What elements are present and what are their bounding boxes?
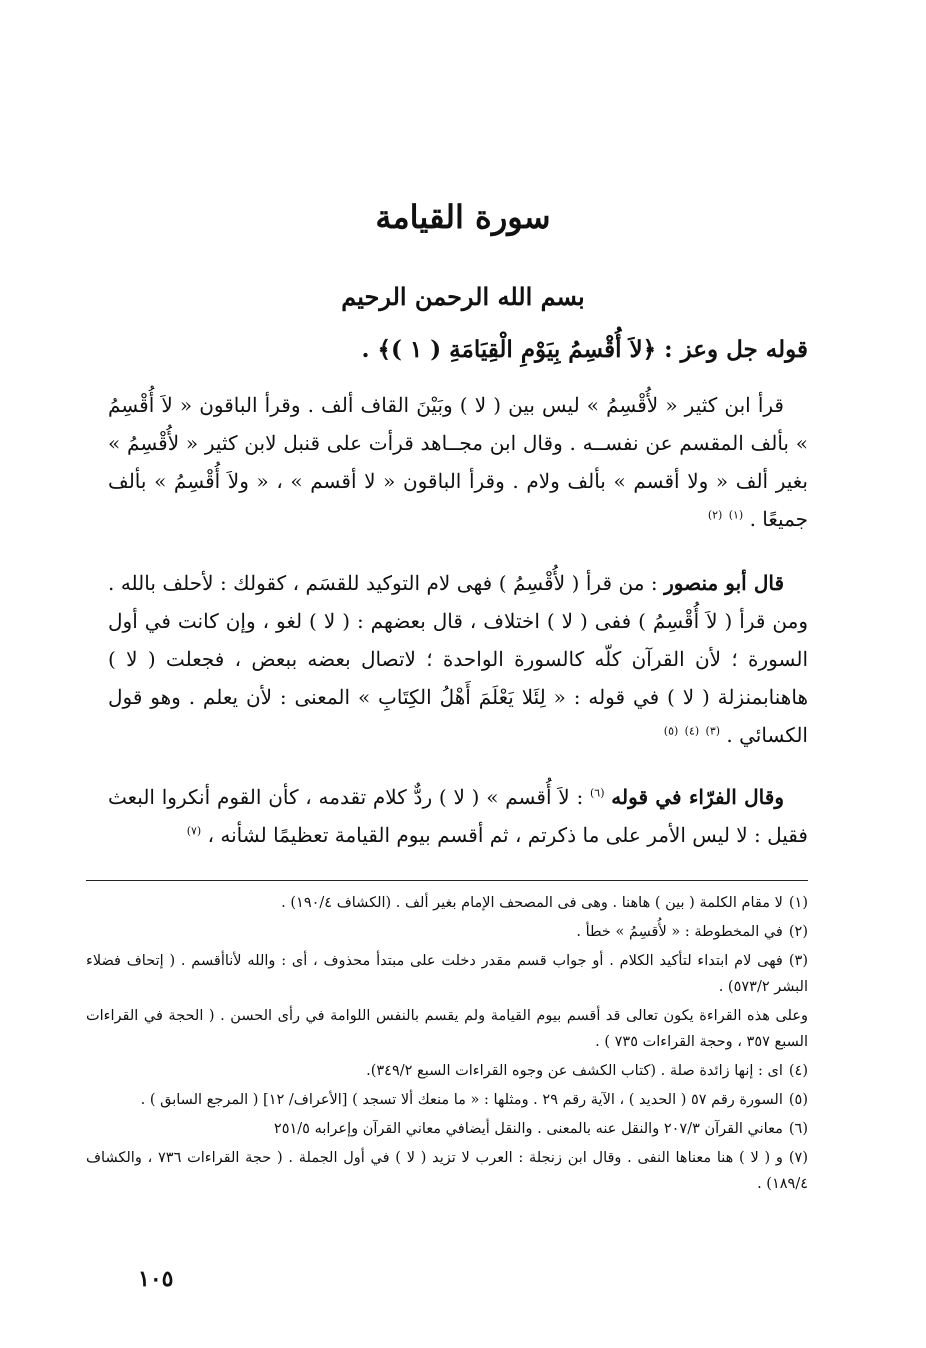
paragraph-3-lead: وقال الفرّاء في قوله — [611, 785, 784, 809]
footnote-3 — [86, 948, 808, 1000]
paragraph-3 — [108, 778, 808, 854]
paragraph-2-text: : من قرأ ( لأُقْسِمُ ) فهى لام التوكيد للقسَم ، كقولك : لأحلف بالله . ومن قرأ ( لاَ أُقْسِمُ ) ففى ( لا ) اختلاف ، قال بعضهم : ( لا ) لغو ، وإن كانت في أول السورة ؛ لأن القرآن كلّه كالسورة الواحدة ؛ لاتصال بعضه ببعض ، فجعلت ( لا ) هاهنابمنزلة ( لا ) في قوله : « لِئَلا يَعْلَمَ أَهْلُ الكِتَابِ » المعنى : لأن يعلم . وهو قول الكسائي . — [108, 571, 808, 747]
verse-heading: قوله جل وعز : ﴿لاَ أُقْسِمُ بِيَوْمِ الْقِيَامَةِ ( ١ )﴾ . — [361, 336, 808, 363]
paragraph-3-text: : لاَ أُقسم » ( لا ) ردٌّ كلام تقدمه ، كأن القوم أنكروا البعث فقيل : لا ليس الأمر على ما ذكرتم ، ثم أقسم بيوم القيامة تعظيمًا لشأنه ، — [108, 785, 808, 847]
footnote-divider — [86, 880, 808, 881]
footnote-mark-5: (٥) — [663, 724, 679, 738]
footnote-number: (٢) — [788, 924, 808, 940]
footnote-text: السورة رقم ٥٧ ( الحديد ) ، الآية رقم ٢٩ . ومثلها : « ما منعك ألا تسجد ) [الأعراف/ ١٢] ( المرجع السابق ) . — [140, 1092, 783, 1108]
paragraph-2 — [108, 564, 808, 754]
paragraph-2-lead: قال أبو منصور — [664, 571, 785, 595]
footnote-mark-7: (٧) — [186, 824, 202, 838]
footnote-2 — [86, 919, 808, 945]
footnote-mark-4: (٤) — [684, 724, 700, 738]
footnote-text: فهى لام ابتداء لتأكيد الكلام . أو جواب قسم مقدر دخلت على مبتدأ محذوف ، أى : والله لأناأقسم . ( إتحاف فضلاء البشر ٥٧٣/٢) . — [86, 953, 808, 995]
footnote-3-continuation — [86, 1003, 808, 1055]
footnote-mark-6: (٦) — [590, 786, 605, 800]
paragraph-1 — [108, 386, 808, 538]
footnote-1 — [86, 890, 808, 916]
basmala: بسم الله الرحمن الرحيم — [341, 282, 585, 311]
footnote-6 — [86, 1116, 808, 1142]
footnote-text: لا مقام الكلمة ( بين ) هاهنا . وهى فى المصحف الإمام بغير ألف . (الكشاف ١٩٠/٤) . — [281, 895, 783, 911]
footnote-4 — [86, 1058, 808, 1084]
footnote-mark-2: (٢) — [707, 508, 723, 522]
footnote-text: وعلى هذه القراءة يكون تعالى قد أقسم بيوم القيامة ولم يقسم بالنفس اللوامة في رأى الحسن . ( الحجة في القراءات السبع ٣٥٧ ، وحجة القراءات ٧٣٥ ) . — [86, 1008, 808, 1050]
paragraph-1-text: قرأ ابن كثير « لأُقْسِمُ » ليس بين ( لا ) وبَيْنَ القاف ألف . وقرأ الباقون « لاَ أُقْسِمُ » بألف المقسم عن نفســه . وقال ابن مجــاهد قرأت على قنبل لابن كثير « لأُقْسِمُ » بغير ألف « ولا أقسم » بألف ولام . وقرأ الباقون « لا أقسم » ، « ولاَ أُقْسِمُ » بألف جميعًا . — [108, 393, 808, 531]
page-number: ١٠٥ — [138, 1266, 174, 1292]
footnote-7 — [86, 1145, 808, 1197]
footnote-mark-1: (١) — [728, 508, 744, 522]
footnote-number: (٧) — [788, 1150, 808, 1166]
sura-title: سورة القيامة — [375, 198, 551, 236]
footnote-number: (١) — [788, 895, 808, 911]
footnote-5 — [86, 1087, 808, 1113]
footnote-mark-3: (٣) — [705, 724, 721, 738]
footnotes — [86, 890, 808, 1200]
footnote-text: معاني القرآن ٢٠٧/٣ والنقل عنه بالمعنى . والنقل أيضافي معاني القرآن وإعرابه ٢٥١/٥ — [273, 1121, 783, 1137]
footnote-number: (٦) — [788, 1121, 808, 1137]
footnote-number: (٤) — [788, 1063, 808, 1079]
footnote-text: و ( لا ) هنا معناها النفى . وقال ابن زنجلة : العرب لا تزيد ( لا ) في أول الجملة . ( حجة القراءات ٧٣٦ ، والكشاف ١٨٩/٤) . — [86, 1150, 808, 1192]
footnote-text: اى : إنها زائدة صلة . (كتاب الكشف عن وجوه القراءات السبع ٣٤٩/٢). — [366, 1063, 783, 1079]
footnote-text: في المخطوطة : « لأُقسِمُ » خطأ . — [576, 924, 783, 940]
footnote-number: (٣) — [788, 953, 808, 969]
footnote-number: (٥) — [788, 1092, 808, 1108]
